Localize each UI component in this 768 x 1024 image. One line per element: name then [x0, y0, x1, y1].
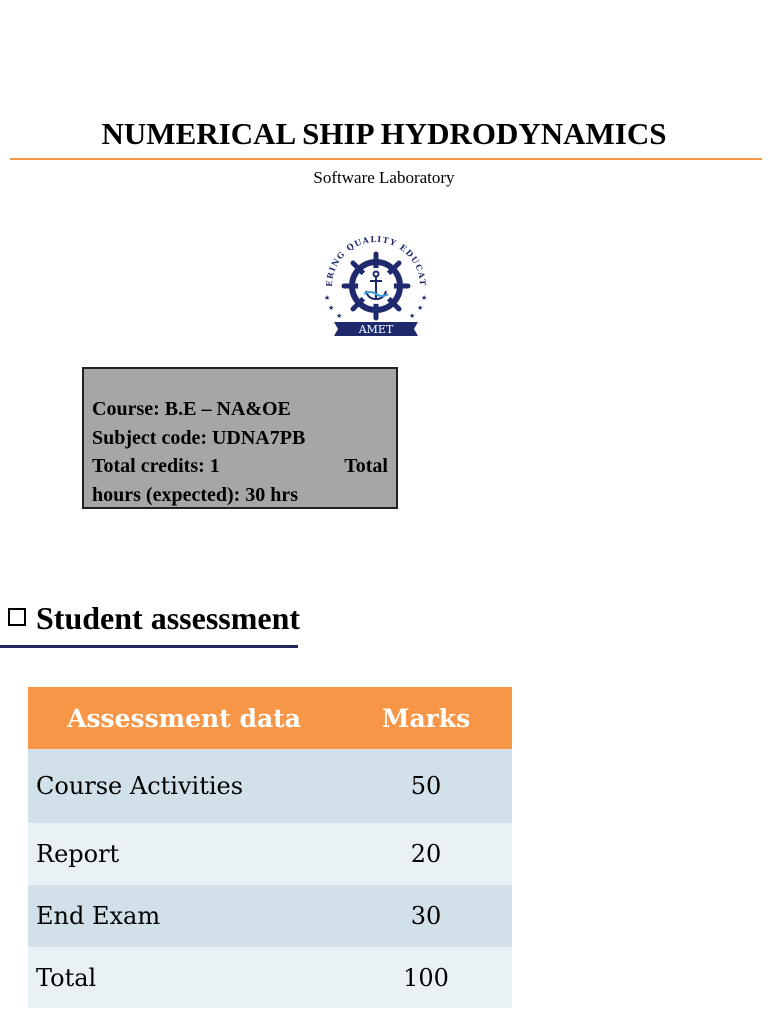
- svg-text:★: ★: [417, 304, 424, 312]
- table-row: [28, 823, 512, 885]
- page-subtitle: Software Laboratory: [313, 168, 455, 187]
- column-header-marks: Marks: [340, 687, 512, 749]
- page-title: NUMERICAL SHIP HYDRODYNAMICS: [101, 116, 667, 151]
- ship-wheel-anchor-icon: [314, 224, 438, 348]
- credits-text: Total credits: 1: [92, 455, 220, 477]
- section-underline: [0, 645, 298, 648]
- svg-text:★: ★: [336, 312, 343, 320]
- assessment-marks: 20: [340, 823, 512, 885]
- assessment-label: End Exam: [28, 885, 340, 947]
- column-header-assessment: Assessment data: [28, 687, 340, 749]
- table-row: [28, 885, 512, 947]
- course-line: Course: B.E – NA&OE: [92, 398, 291, 420]
- section-heading: [8, 600, 300, 637]
- title-divider: [10, 158, 762, 160]
- subject-code-line: Subject code: UDNA7PB: [92, 426, 306, 449]
- logo-arc-text: ERING QUALITY EDUCAT: [323, 233, 429, 287]
- total-text: Total: [344, 455, 388, 477]
- checkbox-bullet-icon: [8, 608, 26, 626]
- assessment-label: Course Activities: [28, 749, 340, 823]
- table-row: [28, 749, 512, 823]
- assessment-label: Report: [28, 823, 340, 885]
- assessment-label: Total: [28, 947, 340, 1008]
- svg-text:★: ★: [421, 294, 428, 302]
- credits-line: [92, 452, 388, 481]
- assessment-marks: 30: [340, 885, 512, 947]
- svg-text:★: ★: [328, 304, 335, 312]
- assessment-table: [28, 687, 512, 1008]
- hours-line: hours (expected): 30 hrs: [92, 483, 299, 506]
- table-row: [28, 947, 512, 1008]
- table-header-row: [28, 687, 512, 749]
- course-info-box: [82, 367, 398, 509]
- section-title: Student assessment: [36, 600, 301, 636]
- amet-logo: [314, 224, 438, 348]
- assessment-marks: 100: [340, 947, 512, 1008]
- logo-banner-text: AMET: [358, 323, 394, 336]
- svg-text:★: ★: [324, 294, 331, 302]
- assessment-marks: 50: [340, 749, 512, 823]
- svg-text:★: ★: [409, 312, 416, 320]
